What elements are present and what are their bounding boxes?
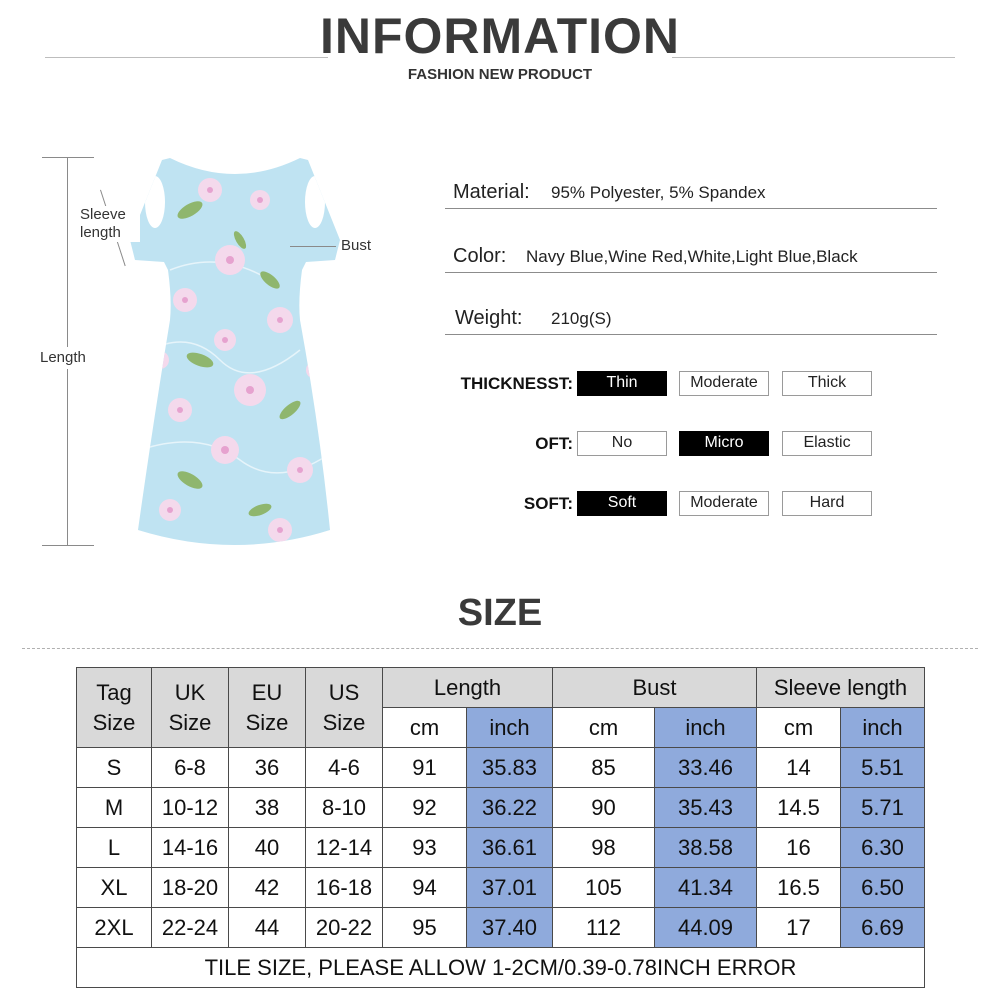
header-tag-line1: Tag: [96, 679, 132, 705]
cell-length-cm: 92: [383, 788, 467, 828]
cell-eu: 38: [229, 788, 306, 828]
header-us-line2: Size: [322, 709, 366, 735]
length-label: Length: [40, 347, 86, 369]
cell-sleeve-cm: 16.5: [757, 868, 841, 908]
cell-length-cm: 91: [383, 748, 467, 788]
cell-sleeve-inch: 6.69: [841, 908, 925, 948]
table-row: [77, 788, 925, 828]
oft-option-no[interactable]: No: [577, 431, 667, 456]
size-chart-table: [76, 667, 925, 988]
cell-eu: 44: [229, 908, 306, 948]
size-note: TILE SIZE, PLEASE ALLOW 1-2CM/0.39-0.78INCH ERROR: [77, 948, 925, 988]
oft-option-micro[interactable]: Micro: [679, 431, 769, 456]
weight-value: 210g(S): [551, 309, 612, 328]
cell-bust-inch: 44.09: [655, 908, 757, 948]
header-eu-line2: Size: [245, 709, 289, 735]
weight-label: Weight:: [455, 307, 523, 329]
cell-bust-inch: 35.43: [655, 788, 757, 828]
header-sleeve-inch: inch: [841, 708, 925, 748]
bust-pointer-line: [290, 246, 336, 247]
cell-tag: S: [77, 748, 152, 788]
material-label: Material:: [453, 181, 530, 203]
cell-length-inch: 37.40: [467, 908, 553, 948]
oft-label: OFT:: [535, 434, 573, 453]
header-us-size: [306, 668, 383, 748]
cell-eu: 42: [229, 868, 306, 908]
oft-option-elastic[interactable]: Elastic: [782, 431, 872, 456]
cell-us: 12-14: [306, 828, 383, 868]
material-row: [445, 178, 937, 209]
thickness-label: THICKNESST:: [460, 374, 573, 393]
cell-bust-inch: 38.58: [655, 828, 757, 868]
sleeve-length-label-line2: length: [80, 224, 121, 241]
cell-bust-cm: 112: [553, 908, 655, 948]
thickness-option-thick[interactable]: Thick: [782, 371, 872, 396]
cell-sleeve-inch: 5.71: [841, 788, 925, 828]
header-uk-line2: Size: [168, 709, 212, 735]
header-bust-inch: inch: [655, 708, 757, 748]
soft-option-soft[interactable]: Soft: [577, 491, 667, 516]
cell-sleeve-cm: 16: [757, 828, 841, 868]
cell-eu: 40: [229, 828, 306, 868]
cell-uk: 18-20: [152, 868, 229, 908]
soft-option-hard[interactable]: Hard: [782, 491, 872, 516]
size-divider: [22, 648, 978, 649]
header-bust-cm: cm: [553, 708, 655, 748]
cell-bust-cm: 85: [553, 748, 655, 788]
header-sleeve-length: Sleeve length: [757, 668, 925, 708]
table-row: [77, 868, 925, 908]
soft-option-moderate[interactable]: Moderate: [679, 491, 769, 516]
cell-us: 4-6: [306, 748, 383, 788]
cell-length-cm: 93: [383, 828, 467, 868]
header-eu-line1: EU: [251, 679, 283, 705]
cell-bust-inch: 33.46: [655, 748, 757, 788]
color-label: Color:: [453, 245, 507, 267]
header-us-line1: US: [328, 679, 360, 705]
header-tag-line2: Size: [92, 709, 136, 735]
cell-length-inch: 36.61: [467, 828, 553, 868]
cell-us: 16-18: [306, 868, 383, 908]
size-title: SIZE: [457, 592, 543, 634]
cell-uk: 10-12: [152, 788, 229, 828]
cell-tag: 2XL: [77, 908, 152, 948]
color-value: Navy Blue,Wine Red,White,Light Blue,Black: [526, 247, 858, 266]
cell-tag: XL: [77, 868, 152, 908]
header-sleeve-cm: cm: [757, 708, 841, 748]
header-length-inch: inch: [467, 708, 553, 748]
cell-sleeve-inch: 6.50: [841, 868, 925, 908]
cell-length-cm: 94: [383, 868, 467, 908]
table-row: [77, 828, 925, 868]
cell-length-inch: 36.22: [467, 788, 553, 828]
cell-uk: 14-16: [152, 828, 229, 868]
cell-sleeve-cm: 14: [757, 748, 841, 788]
cell-uk: 22-24: [152, 908, 229, 948]
cell-us: 20-22: [306, 908, 383, 948]
cell-sleeve-cm: 14.5: [757, 788, 841, 828]
page-title: INFORMATION: [319, 8, 681, 64]
header-eu-size: [229, 668, 306, 748]
cell-bust-cm: 98: [553, 828, 655, 868]
cell-sleeve-inch: 5.51: [841, 748, 925, 788]
header-tag-size: [77, 668, 152, 748]
cell-length-inch: 35.83: [467, 748, 553, 788]
cell-bust-cm: 105: [553, 868, 655, 908]
sleeve-length-label-line1: Sleeve: [80, 206, 126, 223]
table-row: [77, 748, 925, 788]
cell-tag: L: [77, 828, 152, 868]
header-uk-size: [152, 668, 229, 748]
sleeve-length-label: [80, 206, 140, 242]
cell-length-inch: 37.01: [467, 868, 553, 908]
header-length: Length: [383, 668, 553, 708]
thickness-option-thin[interactable]: Thin: [577, 371, 667, 396]
dress-illustration-icon: [130, 150, 340, 560]
bust-label: Bust: [341, 237, 372, 254]
cell-sleeve-cm: 17: [757, 908, 841, 948]
page-subtitle: FASHION NEW PRODUCT: [407, 66, 593, 83]
cell-eu: 36: [229, 748, 306, 788]
cell-tag: M: [77, 788, 152, 828]
cell-length-cm: 95: [383, 908, 467, 948]
thickness-option-moderate[interactable]: Moderate: [679, 371, 769, 396]
material-value: 95% Polyester, 5% Spandex: [551, 183, 766, 202]
cell-bust-inch: 41.34: [655, 868, 757, 908]
cell-sleeve-inch: 6.30: [841, 828, 925, 868]
header-uk-line1: UK: [174, 679, 206, 705]
cell-bust-cm: 90: [553, 788, 655, 828]
length-dimension-cap-top: [42, 157, 94, 158]
color-row: [445, 242, 937, 273]
cell-uk: 6-8: [152, 748, 229, 788]
table-row: [77, 908, 925, 948]
cell-us: 8-10: [306, 788, 383, 828]
header-bust: Bust: [553, 668, 757, 708]
weight-row: [445, 304, 937, 335]
header-length-cm: cm: [383, 708, 467, 748]
length-dimension-cap-bottom: [42, 545, 94, 546]
soft-label: SOFT:: [523, 494, 573, 513]
